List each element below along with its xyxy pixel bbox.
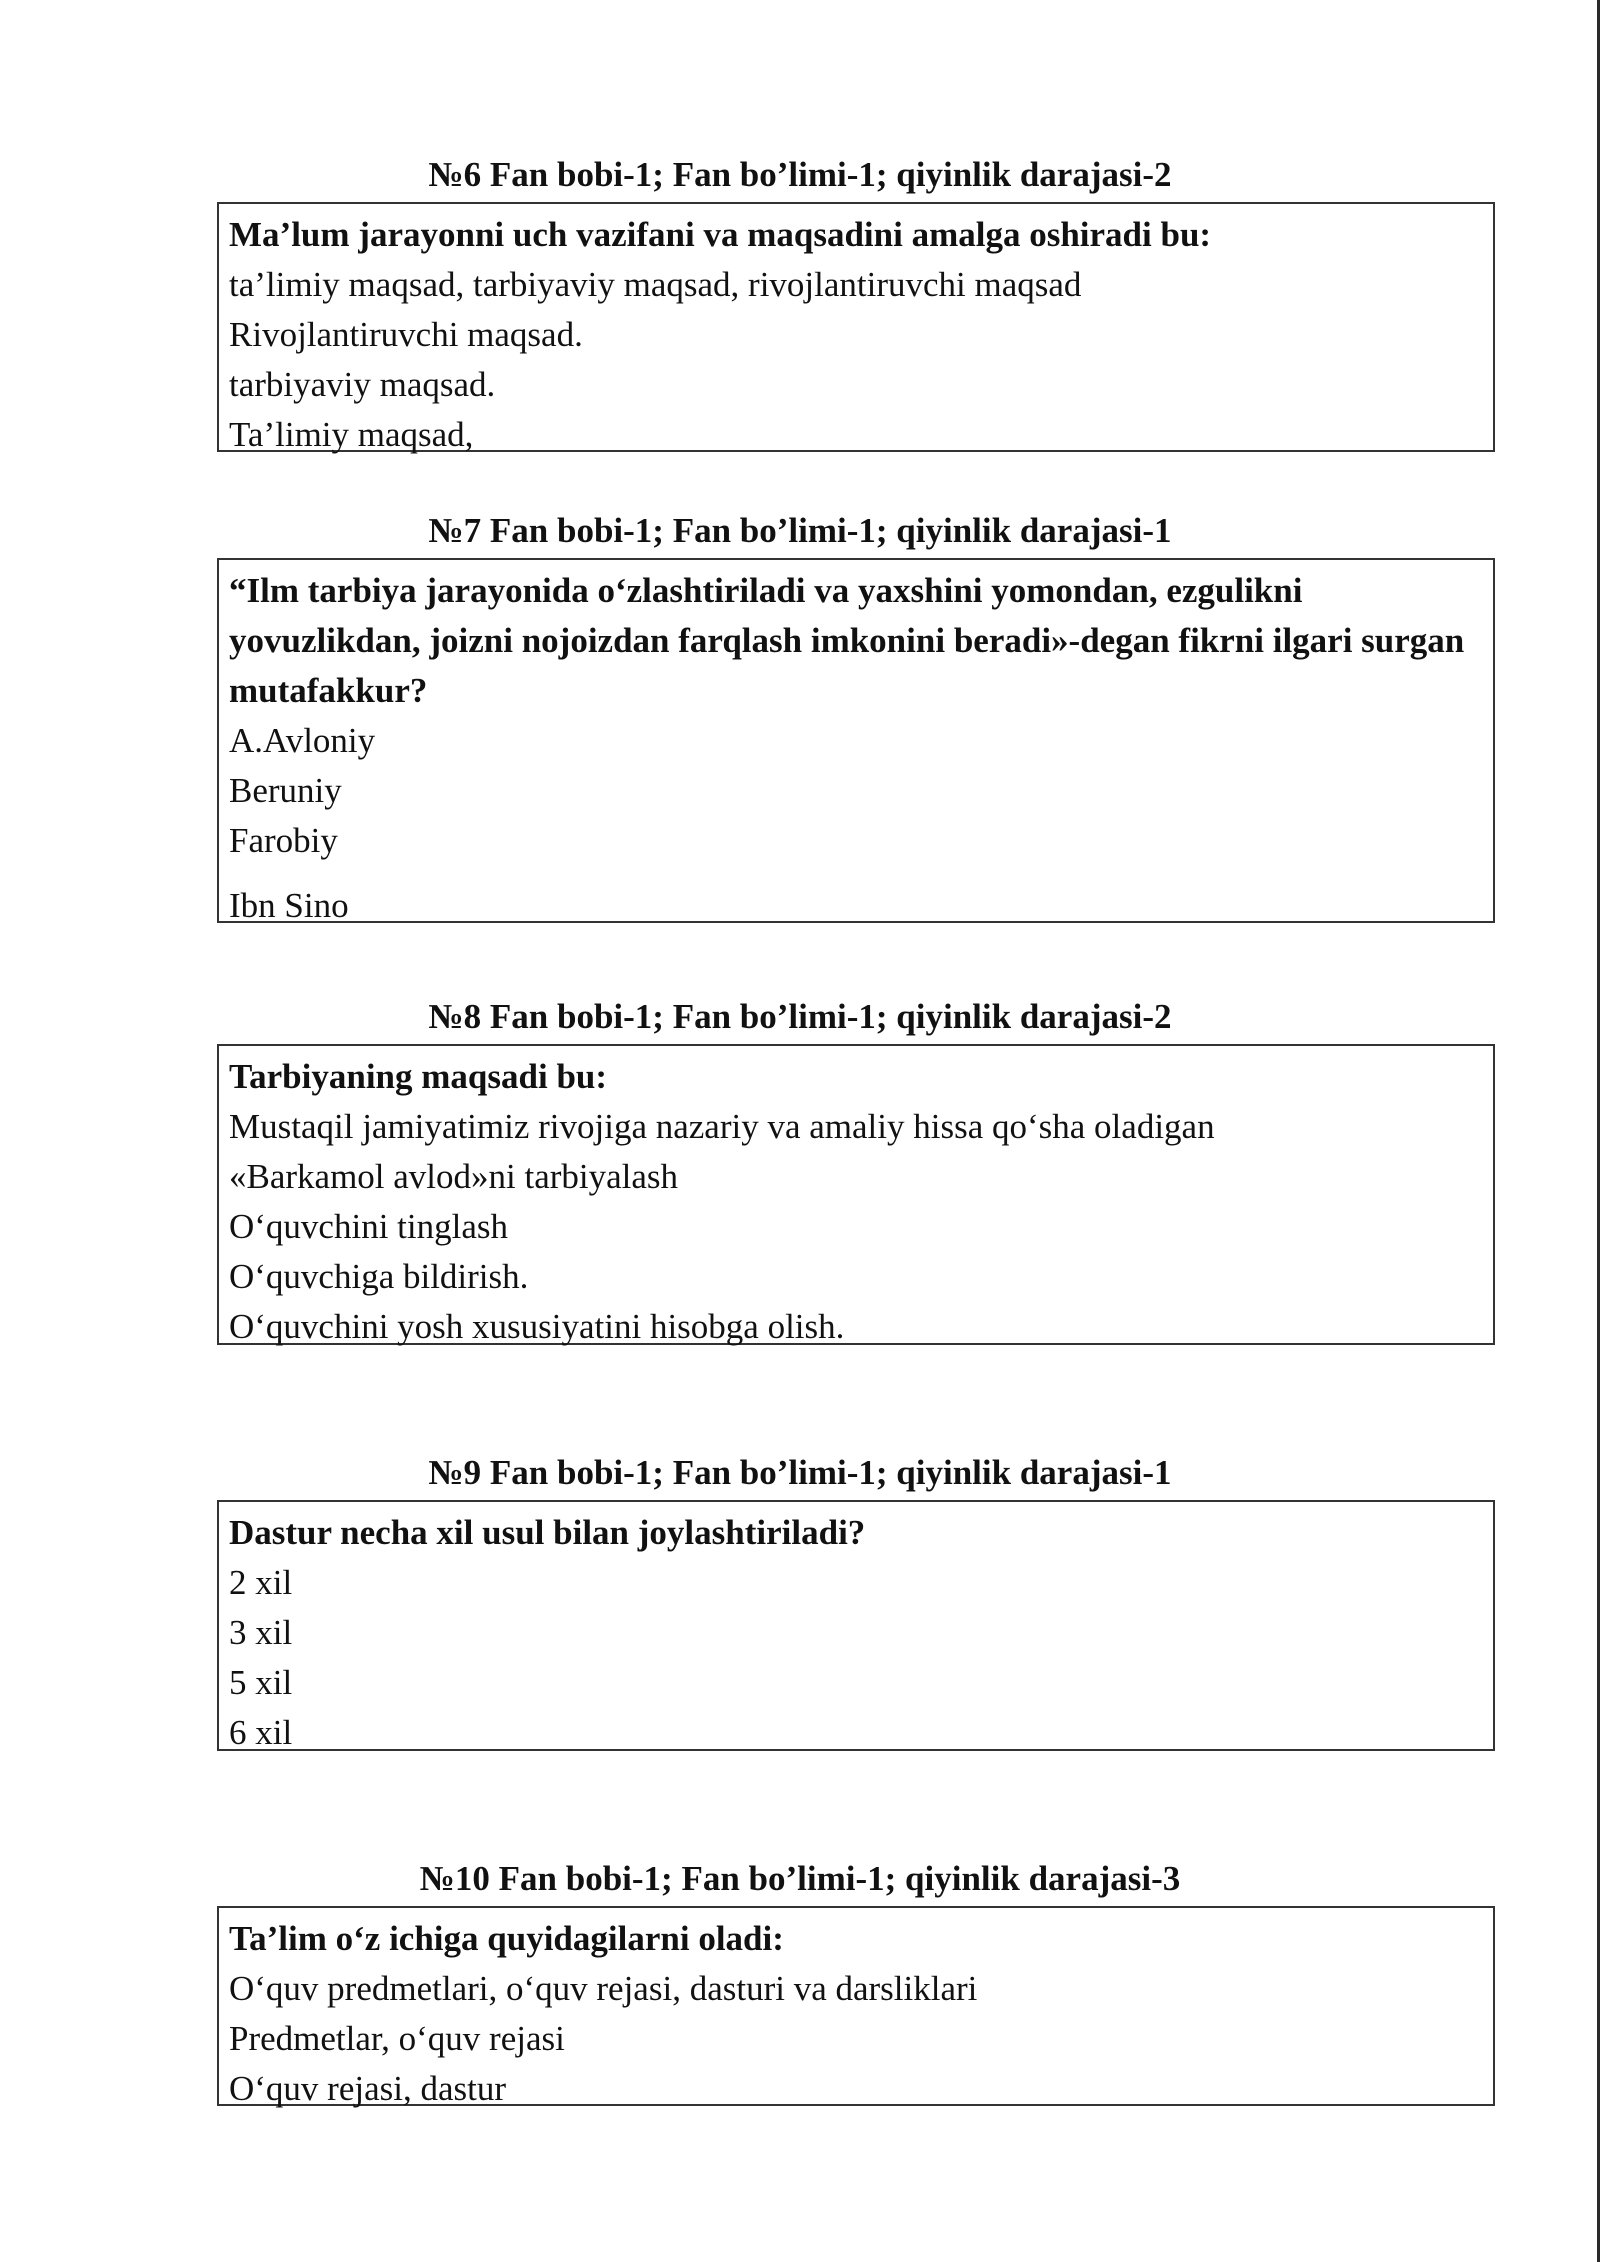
answer-option: ta’limiy maqsad, tarbiyaviy maqsad, rivojlantiruvchi maqsad <box>229 265 1082 304</box>
answer-option: O‘quv rejasi, dastur <box>229 2069 507 2108</box>
question-text: Dastur necha xil usul bilan joylashtiriladi? <box>229 1513 866 1552</box>
answer-option: A.Avloniy <box>229 721 376 760</box>
question-box-10 <box>217 1906 1495 2106</box>
question-text: Ma’lum jarayonni uch vazifani va maqsadini amalga oshiradi bu: <box>229 215 1212 254</box>
question-block-7 <box>0 511 1600 551</box>
answer-option: 2 xil <box>229 1563 293 1602</box>
question-heading: №6 Fan bobi-1; Fan bo’limi-1; qiyinlik darajasi-2 <box>428 155 1172 194</box>
answer-option: O‘quvchini tinglash <box>229 1207 508 1246</box>
question-text: “Ilm tarbiya jarayonida o‘zlashtiriladi va yaxshini yomondan, ezgulikni yovuzlikdan, joizni nojoizdan farqlash imkonini beradi»-degan fikrni ilgari surgan mutafakkur? <box>229 571 1465 710</box>
answer-option: O‘quv predmetlari, o‘quv rejasi, dasturi va darsliklari <box>229 1969 978 2008</box>
question-box-6 <box>217 202 1495 452</box>
answer-option: tarbiyaviy maqsad. <box>229 365 496 404</box>
question-box-9 <box>217 1500 1495 1751</box>
answer-option: Beruniy <box>229 771 342 810</box>
question-block-8 <box>0 997 1600 1037</box>
answer-option: Rivojlantiruvchi maqsad. <box>229 315 583 354</box>
answer-option: Farobiy <box>229 821 338 860</box>
answer-option: 5 xil <box>229 1663 293 1702</box>
answer-option: Ibn Sino <box>229 886 349 925</box>
answer-option: «Barkamol avlod»ni tarbiyalash <box>229 1157 679 1196</box>
answer-option: Predmetlar, o‘quv rejasi <box>229 2019 565 2058</box>
answer-option: Ta’limiy maqsad, <box>229 415 474 454</box>
question-block-10 <box>0 1859 1600 1899</box>
question-heading: №8 Fan bobi-1; Fan bo’limi-1; qiyinlik darajasi-2 <box>428 997 1172 1036</box>
answer-option: 6 xil <box>229 1713 293 1752</box>
answer-option: O‘quvchiga bildirish. <box>229 1257 529 1296</box>
answer-option: Mustaqil jamiyatimiz rivojiga nazariy va amaliy hissa qo‘sha oladigan <box>229 1107 1215 1146</box>
answer-option: O‘quvchini yosh xususiyatini hisobga olish. <box>229 1307 845 1346</box>
answer-option: 3 xil <box>229 1613 293 1652</box>
question-box-7 <box>217 558 1495 923</box>
question-text: Tarbiyaning maqsadi bu: <box>229 1057 608 1096</box>
question-heading: №10 Fan bobi-1; Fan bo’limi-1; qiyinlik darajasi-3 <box>419 1859 1181 1898</box>
question-text: Ta’lim o‘z ichiga quyidagilarni oladi: <box>229 1919 784 1958</box>
question-heading: №9 Fan bobi-1; Fan bo’limi-1; qiyinlik darajasi-1 <box>428 1453 1172 1492</box>
question-block-6 <box>0 155 1600 195</box>
question-box-8 <box>217 1044 1495 1345</box>
question-heading: №7 Fan bobi-1; Fan bo’limi-1; qiyinlik darajasi-1 <box>428 511 1172 550</box>
question-block-9 <box>0 1453 1600 1493</box>
